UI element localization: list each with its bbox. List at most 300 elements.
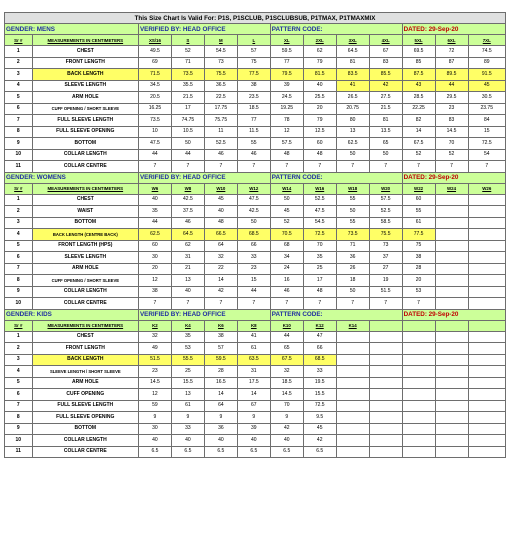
measurement-value: [435, 194, 468, 206]
measurement-value: [435, 423, 468, 435]
measurement-name: COLLAR LENGTH: [32, 435, 138, 447]
size-header: W12: [237, 183, 270, 194]
measurement-value: 7: [336, 161, 369, 173]
measurement-value: 19: [369, 275, 402, 287]
measurement-value: [468, 389, 506, 401]
section-header-row: [5, 172, 506, 183]
measurement-value: [468, 423, 506, 435]
measurement-value: 75: [237, 57, 270, 69]
measurement-value: 40: [237, 435, 270, 447]
measurement-header: MEASUREMENTS IN CENTIMETERS: [32, 320, 138, 331]
measurement-value: 7: [270, 161, 303, 173]
measurement-name: WAIST: [32, 206, 138, 218]
measurement-value: [468, 343, 506, 355]
measurement-value: [468, 446, 506, 458]
measurement-value: 53: [171, 343, 204, 355]
size-header: [369, 320, 402, 331]
measurement-value: 55: [336, 217, 369, 229]
measurement-value: 47.5: [303, 206, 336, 218]
measurement-value: 57: [204, 343, 237, 355]
measurement-value: 45: [204, 194, 237, 206]
size-header: S: [171, 35, 204, 46]
measurement-value: 46: [171, 217, 204, 229]
measurement-value: 42: [303, 435, 336, 447]
measurement-value: 74.5: [468, 46, 506, 58]
row-number: 6: [5, 103, 33, 115]
measurement-value: 7: [171, 161, 204, 173]
measurement-value: 41: [336, 80, 369, 92]
measurement-value: 50: [237, 217, 270, 229]
measurement-value: 14: [402, 126, 435, 138]
measurement-value: 49: [138, 343, 171, 355]
measurement-value: 28.5: [402, 92, 435, 104]
measurement-value: 46: [270, 286, 303, 298]
measurement-value: 66.5: [204, 229, 237, 241]
pattern-code-label: PATTERN CODE:: [270, 309, 402, 320]
measurement-value: 51.5: [138, 354, 171, 366]
measurement-value: 6.5: [237, 446, 270, 458]
measurement-value: 7: [171, 298, 204, 310]
measurement-name: FULL SLEEVE LENGTH: [32, 115, 138, 127]
measurement-value: 52.5: [369, 206, 402, 218]
measurement-value: [468, 275, 506, 287]
size-header: 6XL: [435, 35, 468, 46]
measurement-value: 59.5: [270, 46, 303, 58]
measurement-name: BACK LENGTH: [32, 354, 138, 366]
measurement-value: 44: [171, 149, 204, 161]
measurement-value: 61: [171, 400, 204, 412]
measurement-row: [5, 126, 506, 138]
measurement-value: 34: [270, 252, 303, 264]
measurement-value: 21: [171, 263, 204, 275]
measurement-value: 22.25: [402, 103, 435, 115]
measurement-value: 20: [402, 275, 435, 287]
measurement-name: CHEST: [32, 194, 138, 206]
measurement-value: [435, 389, 468, 401]
measurement-value: [435, 252, 468, 264]
measurement-value: 17.75: [204, 103, 237, 115]
size-header: [402, 320, 435, 331]
measurement-value: 7: [435, 161, 468, 173]
measurement-value: 13: [171, 275, 204, 287]
measurement-value: 65: [369, 138, 402, 150]
measurement-value: 44: [237, 286, 270, 298]
verified-by-label: VERIFIED BY: HEAD OFFICE: [138, 24, 270, 35]
measurement-value: 18: [336, 275, 369, 287]
measurement-value: 68.5: [237, 229, 270, 241]
measurement-value: [435, 343, 468, 355]
measurement-value: 14.5: [435, 126, 468, 138]
measurement-row: [5, 435, 506, 447]
measurement-value: 52: [402, 149, 435, 161]
measurement-value: 14: [204, 389, 237, 401]
size-header: K8: [237, 320, 270, 331]
measurement-value: 60: [402, 194, 435, 206]
measurement-value: 85: [402, 57, 435, 69]
measurement-value: 23.75: [468, 103, 506, 115]
measurement-value: 62.5: [138, 229, 171, 241]
measurement-value: [402, 343, 435, 355]
measurement-name: COLLAR LENGTH: [32, 149, 138, 161]
measurement-value: 60: [303, 138, 336, 150]
dated-label: DATED: 29-Sep-20: [402, 172, 505, 183]
measurement-value: [435, 217, 468, 229]
measurement-value: 81: [369, 115, 402, 127]
pattern-code-label: PATTERN CODE:: [270, 172, 402, 183]
measurement-value: 19.25: [270, 103, 303, 115]
measurement-value: 83: [435, 115, 468, 127]
measurement-value: 9.5: [303, 412, 336, 424]
measurement-value: 64: [204, 400, 237, 412]
dated-label: DATED: 29-Sep-20: [402, 24, 505, 35]
measurement-value: [336, 400, 369, 412]
measurement-value: 23: [237, 263, 270, 275]
measurement-value: 40: [204, 435, 237, 447]
measurement-value: 9: [171, 412, 204, 424]
row-number: 5: [5, 377, 33, 389]
measurement-value: [336, 366, 369, 378]
measurement-value: 20.75: [336, 103, 369, 115]
measurement-value: 77: [270, 57, 303, 69]
measurement-value: [435, 366, 468, 378]
measurement-value: 68: [270, 240, 303, 252]
measurement-value: 83: [369, 57, 402, 69]
measurement-value: 36.5: [204, 80, 237, 92]
measurement-value: [468, 286, 506, 298]
measurement-value: 84: [468, 115, 506, 127]
measurement-value: 68.5: [303, 354, 336, 366]
measurement-value: [468, 366, 506, 378]
size-header: K12: [303, 320, 336, 331]
measurement-row: [5, 343, 506, 355]
measurement-row: [5, 286, 506, 298]
measurement-value: [468, 400, 506, 412]
measurement-value: 70: [270, 400, 303, 412]
measurement-value: 69: [138, 57, 171, 69]
measurement-row: [5, 252, 506, 264]
measurement-value: 16: [270, 275, 303, 287]
measurement-value: [336, 423, 369, 435]
measurement-value: 38: [402, 252, 435, 264]
measurement-value: 45: [270, 206, 303, 218]
measurement-value: 40: [204, 206, 237, 218]
measurement-header: MEASUREMENTS IN CENTIMETERS: [32, 35, 138, 46]
measurement-value: 35: [171, 331, 204, 343]
measurement-value: 50: [270, 194, 303, 206]
measurement-value: 7: [303, 161, 336, 173]
measurement-value: 29.5: [435, 92, 468, 104]
measurement-value: [402, 366, 435, 378]
measurement-value: [435, 435, 468, 447]
measurement-value: 50: [336, 286, 369, 298]
measurement-value: 35: [138, 206, 171, 218]
measurement-value: 16.5: [204, 377, 237, 389]
measurement-value: 42.5: [237, 206, 270, 218]
measurement-value: [336, 435, 369, 447]
measurement-value: 40: [303, 80, 336, 92]
measurement-value: 45: [468, 80, 506, 92]
size-header: W14: [270, 183, 303, 194]
size-header: W8: [171, 183, 204, 194]
measurement-value: 32: [138, 331, 171, 343]
measurement-value: 70: [435, 138, 468, 150]
measurement-value: 45: [303, 423, 336, 435]
measurement-value: [369, 389, 402, 401]
row-number: 6: [5, 252, 33, 264]
measurement-value: 7: [369, 298, 402, 310]
size-header: K14: [336, 320, 369, 331]
measurement-value: 55: [402, 206, 435, 218]
measurement-value: 6.5: [204, 446, 237, 458]
pattern-code-label: PATTERN CODE:: [270, 24, 402, 35]
measurement-value: 74.75: [171, 115, 204, 127]
measurement-value: 72.5: [303, 400, 336, 412]
measurement-value: 40: [171, 286, 204, 298]
measurement-value: 7: [204, 298, 237, 310]
size-header: 2XL: [303, 35, 336, 46]
row-number: 10: [5, 149, 33, 161]
measurement-value: 9: [237, 412, 270, 424]
measurement-value: 38: [204, 331, 237, 343]
measurement-row: [5, 400, 506, 412]
title-row: [5, 13, 506, 24]
measurement-value: 22.5: [204, 92, 237, 104]
measurement-value: 89.5: [435, 69, 468, 81]
measurement-name: SLEEVE LENGTH / SHORT SLEEVE: [32, 366, 138, 378]
measurement-value: 57.5: [369, 194, 402, 206]
measurement-value: 69.5: [402, 46, 435, 58]
measurement-value: 19.5: [303, 377, 336, 389]
measurement-name: FRONT LENGTH: [32, 343, 138, 355]
measurement-value: 70.5: [270, 229, 303, 241]
sr-header: Sr #: [5, 183, 33, 194]
measurement-value: 59.5: [204, 354, 237, 366]
measurement-value: 20.5: [138, 92, 171, 104]
row-number: 7: [5, 115, 33, 127]
row-number: 1: [5, 331, 33, 343]
measurement-value: [435, 229, 468, 241]
measurement-row: [5, 138, 506, 150]
row-number: 4: [5, 366, 33, 378]
measurement-value: 35: [303, 252, 336, 264]
measurement-value: 33: [171, 423, 204, 435]
measurement-value: 10: [138, 126, 171, 138]
measurement-value: 65: [270, 343, 303, 355]
measurement-name: BOTTOM: [32, 423, 138, 435]
measurement-value: 21.5: [171, 92, 204, 104]
measurement-value: 62.5: [336, 138, 369, 150]
measurement-name: FRONT LENGTH: [32, 57, 138, 69]
measurement-value: 14: [204, 275, 237, 287]
size-header: M: [204, 35, 237, 46]
measurement-value: 55: [336, 194, 369, 206]
measurement-value: [402, 331, 435, 343]
measurement-value: [402, 412, 435, 424]
measurement-value: 16.25: [138, 103, 171, 115]
measurement-value: 77: [237, 115, 270, 127]
measurement-value: 72.5: [468, 138, 506, 150]
measurement-value: [336, 331, 369, 343]
measurement-value: [435, 206, 468, 218]
measurement-value: 43: [402, 80, 435, 92]
size-header: W26: [468, 183, 506, 194]
measurement-name: BOTTOM: [32, 217, 138, 229]
sr-header: Sr #: [5, 320, 33, 331]
measurement-value: 28: [204, 366, 237, 378]
measurement-value: 7: [468, 161, 506, 173]
size-header: XL: [270, 35, 303, 46]
size-header: [435, 320, 468, 331]
measurement-value: 80: [336, 115, 369, 127]
measurement-value: 9: [270, 412, 303, 424]
size-header: K6: [204, 320, 237, 331]
measurement-value: 21.5: [369, 103, 402, 115]
size-header: W22: [402, 183, 435, 194]
row-number: 3: [5, 354, 33, 366]
measurement-value: 46: [237, 149, 270, 161]
measurement-value: [369, 435, 402, 447]
measurement-value: 78: [270, 115, 303, 127]
measurement-value: 11.5: [237, 126, 270, 138]
measurement-name: COLLAR CENTRE: [32, 161, 138, 173]
measurement-value: [369, 343, 402, 355]
measurement-row: [5, 240, 506, 252]
measurement-value: 15: [468, 126, 506, 138]
measurement-value: 79: [303, 57, 336, 69]
measurement-value: 77.5: [237, 69, 270, 81]
row-number: 2: [5, 343, 33, 355]
measurement-value: [369, 400, 402, 412]
measurement-value: 48: [204, 217, 237, 229]
row-number: 11: [5, 446, 33, 458]
measurement-value: [369, 377, 402, 389]
measurement-row: [5, 206, 506, 218]
measurement-row: [5, 377, 506, 389]
verified-by-label: VERIFIED BY: HEAD OFFICE: [138, 309, 270, 320]
measurement-value: 40: [171, 435, 204, 447]
measurement-value: [468, 229, 506, 241]
row-number: 11: [5, 161, 33, 173]
row-number: 1: [5, 46, 33, 58]
measurement-value: 50: [369, 149, 402, 161]
measurement-value: 6.5: [171, 446, 204, 458]
measurement-value: 48: [303, 149, 336, 161]
measurement-value: 38: [138, 286, 171, 298]
measurement-value: 71: [171, 57, 204, 69]
measurement-row: [5, 229, 506, 241]
measurement-value: 50: [171, 138, 204, 150]
measurement-name: CHEST: [32, 46, 138, 58]
measurement-value: 52: [435, 149, 468, 161]
row-number: 3: [5, 217, 33, 229]
verified-by-label: VERIFIED BY: HEAD OFFICE: [138, 172, 270, 183]
measurement-name: BACK LENGTH: [32, 69, 138, 81]
measurement-value: 12: [138, 389, 171, 401]
measurement-value: [468, 263, 506, 275]
measurement-value: [402, 435, 435, 447]
size-header: W10: [204, 183, 237, 194]
row-number: 4: [5, 229, 33, 241]
measurement-value: 9: [204, 412, 237, 424]
measurement-value: 36: [336, 252, 369, 264]
measurement-value: 30.5: [468, 92, 506, 104]
measurement-value: 30: [138, 423, 171, 435]
measurement-value: 72.5: [303, 229, 336, 241]
measurement-name: BOTTOM: [32, 138, 138, 150]
measurement-value: [369, 446, 402, 458]
measurement-value: [402, 446, 435, 458]
measurement-value: [435, 377, 468, 389]
measurement-row: [5, 217, 506, 229]
measurement-value: [435, 286, 468, 298]
measurement-value: 12.5: [303, 126, 336, 138]
measurement-name: ARM HOLE: [32, 377, 138, 389]
row-number: 2: [5, 206, 33, 218]
measurement-row: [5, 80, 506, 92]
measurement-row: [5, 366, 506, 378]
row-number: 5: [5, 240, 33, 252]
measurement-value: 17.5: [237, 377, 270, 389]
size-header: 3XL: [336, 35, 369, 46]
measurement-value: 67.5: [270, 354, 303, 366]
measurement-value: 53: [402, 286, 435, 298]
size-header-row: [5, 320, 506, 331]
measurement-header: MEASUREMENTS IN CENTIMETERS: [32, 183, 138, 194]
measurement-value: 89: [468, 57, 506, 69]
measurement-value: 42: [270, 423, 303, 435]
measurement-row: [5, 149, 506, 161]
measurement-value: 77.5: [402, 229, 435, 241]
measurement-value: 40: [138, 435, 171, 447]
measurement-row: [5, 103, 506, 115]
measurement-row: [5, 298, 506, 310]
measurement-value: 91.5: [468, 69, 506, 81]
measurement-value: 51.5: [369, 286, 402, 298]
measurement-value: [336, 354, 369, 366]
measurement-value: [402, 400, 435, 412]
measurement-value: 83.5: [336, 69, 369, 81]
measurement-value: [435, 412, 468, 424]
measurement-value: [435, 298, 468, 310]
row-number: 8: [5, 126, 33, 138]
size-header: XS/16: [138, 35, 171, 46]
size-chart-table: [4, 12, 506, 458]
measurement-value: 34.5: [138, 80, 171, 92]
measurement-value: 62: [303, 46, 336, 58]
measurement-value: 67: [237, 400, 270, 412]
measurement-value: 61: [402, 217, 435, 229]
measurement-value: 47: [303, 331, 336, 343]
measurement-value: [336, 412, 369, 424]
measurement-row: [5, 115, 506, 127]
row-number: 3: [5, 69, 33, 81]
measurement-value: 50: [336, 149, 369, 161]
measurement-value: 32: [204, 252, 237, 264]
measurement-row: [5, 412, 506, 424]
measurement-value: 54.5: [204, 46, 237, 58]
size-header-row: [5, 183, 506, 194]
measurement-value: 37.5: [171, 206, 204, 218]
size-header: K4: [171, 320, 204, 331]
measurement-value: 25.5: [303, 92, 336, 104]
measurement-value: 61: [237, 343, 270, 355]
measurement-value: [435, 446, 468, 458]
size-header: W24: [435, 183, 468, 194]
measurement-value: 46: [204, 149, 237, 161]
chart-title: This Size Chart Is Valid For: P1S, P1SCLUB, P1SCLUBSUB, P1TMAX, P1TMAXMIX: [5, 13, 506, 24]
measurement-row: [5, 331, 506, 343]
measurement-value: 52.5: [204, 138, 237, 150]
